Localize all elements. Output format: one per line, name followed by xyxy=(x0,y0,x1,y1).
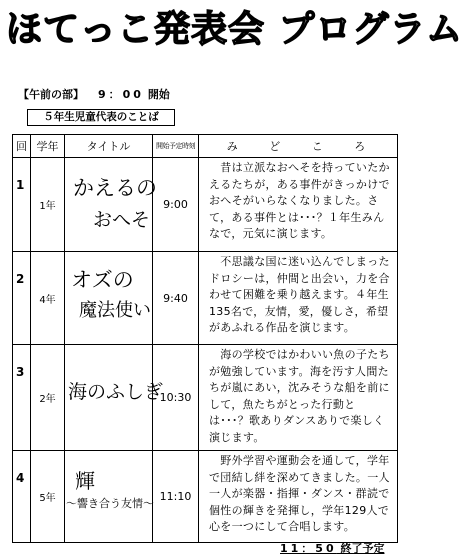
row-grade: 4年 xyxy=(31,252,65,345)
row-number: 1 xyxy=(13,158,31,252)
end-time-note xyxy=(280,540,384,556)
row-title-line2: ～響き合う友情～ xyxy=(66,497,154,510)
row-grade: 5年 xyxy=(31,451,65,543)
row-number: 3 xyxy=(13,345,31,451)
row-title-line1: オズの xyxy=(71,268,134,292)
end-word: 終了予定 xyxy=(340,542,385,555)
table-row xyxy=(13,451,398,543)
row-title xyxy=(65,252,153,345)
row-time: 9:00 xyxy=(153,158,199,252)
row-title-line1: 輝 xyxy=(75,469,95,493)
row-grade: 1年 xyxy=(31,158,65,252)
header-grade: 学年 xyxy=(31,135,65,158)
row-title xyxy=(65,158,157,252)
row-description: 昔は立派なおへそを持っていたかえるたちが，ある事件がきっかけでおへそがいらなくなりました。さて，ある事件とは･･･？１年生みんなで，元気に演じます。 xyxy=(199,158,398,252)
row-title xyxy=(65,451,153,543)
row-time: 11:10 xyxy=(153,451,199,543)
row-title xyxy=(65,345,164,451)
row-time: 9:40 xyxy=(153,252,199,345)
table-row xyxy=(13,252,398,345)
header-start-time: 開始予定時刻 xyxy=(153,135,199,158)
row-title-line2: おへそ xyxy=(93,209,151,231)
row-title-line1: かえるの xyxy=(73,176,157,200)
row-description: 野外学習や運動会を通して，学年で団結し絆を深めてきました。一人一人が楽器・指揮・ダンス・群読で個性の輝きを発揮し，学年129人で心を一つにして合唱します。 xyxy=(199,451,398,543)
page-title: ほてっこ発表会 プログラム xyxy=(6,9,463,50)
end-time: 11：50 xyxy=(280,542,337,555)
section-label: ５年生児童代表のことば xyxy=(27,109,175,126)
row-time: 10:30 xyxy=(153,345,199,451)
program-table xyxy=(12,134,398,543)
page-title-banner xyxy=(6,4,463,56)
table-row xyxy=(13,345,398,451)
table-header-row xyxy=(13,135,398,158)
row-title-line2: 魔法使い xyxy=(79,300,151,321)
row-description: 海の学校ではかわいい魚の子たちが勉強しています。海を汚す人間たちが嵐にあい，沈みそうな船を前にして，魚たちがとった行動とは･･･？歌ありダンスありで楽しく演じます。 xyxy=(199,345,398,451)
row-number: 2 xyxy=(13,252,31,345)
row-title-line1: 海のふしぎ xyxy=(68,381,164,403)
header-no: 回 xyxy=(13,135,31,158)
session-start-time: 9：00 xyxy=(98,88,144,101)
header-title: タイトル xyxy=(65,135,153,158)
header-highlights: み ど こ ろ xyxy=(199,135,398,158)
session-label: 【午前の部】 xyxy=(18,88,84,101)
session-start-word: 開始 xyxy=(147,88,170,101)
row-grade: 2年 xyxy=(31,345,65,451)
table-row xyxy=(13,158,398,252)
row-number: 4 xyxy=(13,451,31,543)
row-description: 不思議な国に迷い込んでしまったドロシーは，仲間と出会い，力を合わせて困難を乗り越えます。４年生135名で，友情，愛，優しさ，希望があふれる作品を演じます。 xyxy=(199,252,398,345)
session-header xyxy=(18,86,170,102)
